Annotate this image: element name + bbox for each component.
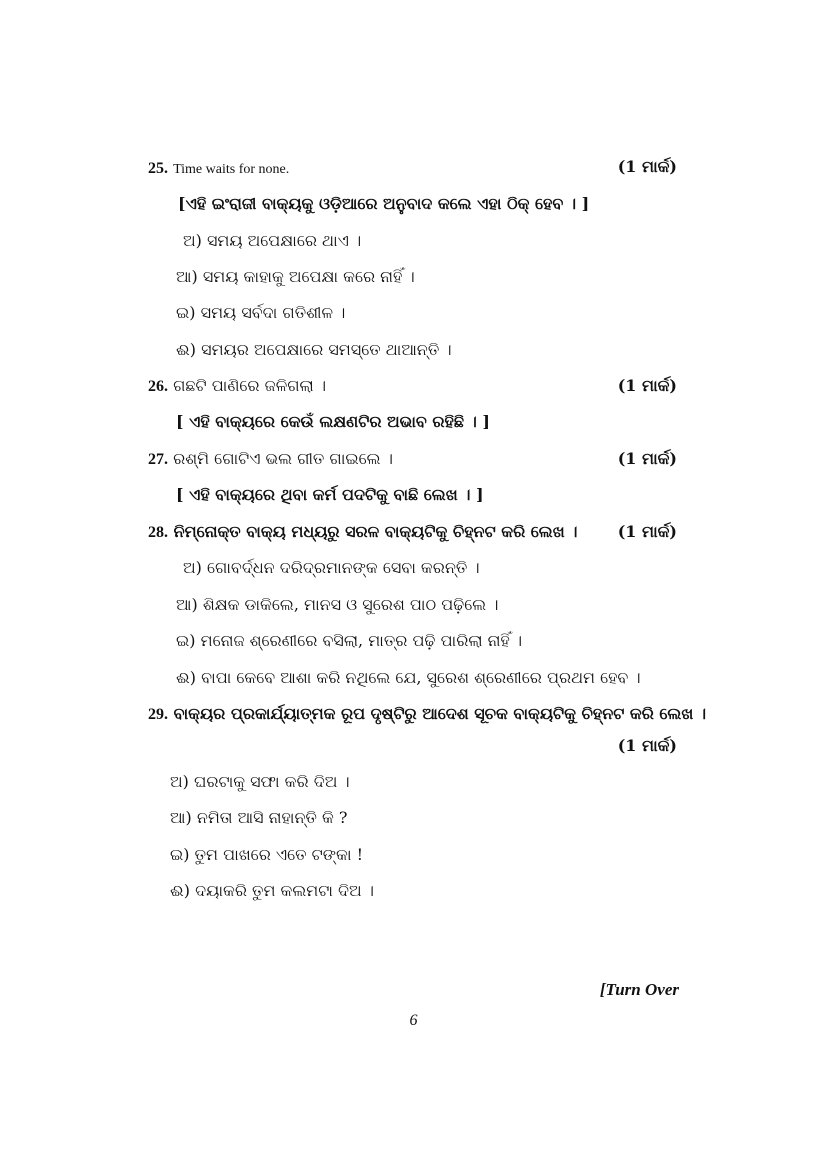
question-number: 25. — [148, 160, 168, 177]
question-text: ନିମ୍ନୋକ୍ତ ବାକ୍ୟ ମଧ୍ୟରୁ ସରଳ ବାକ୍ୟଟିକୁ ଚିହ୍ନଟ କରି ଲେଖ । — [173, 522, 578, 541]
option: ଇ) ତୁମ ପାଖରେ ଏତେ ଟଙ୍କା ! — [170, 845, 363, 864]
option: ଆ) ଶିକ୍ଷକ ଡାକିଲେ, ମାନସ ଓ ସୁରେଶ ପାଠ ପଢ଼ିଲେ । — [176, 595, 499, 614]
page-number: 6 — [409, 1012, 418, 1029]
question-number: 29. — [148, 706, 168, 723]
marks-label: (1 ମାର୍କ) — [617, 736, 677, 755]
turn-over-label: [Turn Over — [599, 980, 679, 999]
question-26 — [148, 376, 326, 397]
option: ଈ) ବାପା କେବେ ଆଶା କରି ନଥିଲେ ଯେ, ସୁରେଶ ଶ୍ରେଣୀରେ ପ୍ରଥମ ହେବ । — [176, 668, 641, 687]
option: ଇ) ମନୋଜ ଶ୍ରେଣୀରେ ବସିଲା, ମାତ୍ର ପଢ଼ି ପାରିଲା ନାହିଁ । — [176, 631, 523, 650]
marks-label: (1 ମାର୍କ) — [617, 376, 677, 395]
question-text: Time waits for none. — [173, 162, 290, 177]
question-28 — [148, 522, 577, 543]
option: ଅ) ଗୋବର୍ଦ୍ଧନ ଦରିଦ୍ରମାନଙ୍କ ସେବା କରନ୍ତି । — [183, 558, 480, 577]
question-number: 27. — [148, 451, 168, 468]
marks-label: (1 ମାର୍କ) — [617, 449, 677, 468]
marks-label: (1 ମାର୍କ) — [617, 522, 677, 541]
question-29 — [148, 704, 706, 725]
option: ଆ) ସମୟ କାହାକୁ ଅପେକ୍ଷା କରେ ନାହିଁ । — [176, 267, 415, 286]
marks-label: (1 ମାର୍କ) — [617, 157, 677, 176]
option: ଅ) ଘରଟାକୁ ସଫା କରି ଦିଅ । — [170, 772, 350, 791]
question-text: ବାକ୍ୟର ପ୍ରକାର୍ଯ୍ୟାତ୍ମକ ରୂପ ଦୃଷ୍ଟିରୁ ଆଦେଶ ସୂଚକ ବାକ୍ୟଟିକୁ ଚିହ୍ନଟ କରି ଲେଖ । — [173, 704, 707, 723]
option: ଈ) ସମୟର ଅପେକ୍ଷାରେ ସମସ୍ତେ ଥାଆନ୍ତି । — [176, 340, 452, 359]
instruction: [ଏହି ଇଂରାଜୀ ବାକ୍ୟକୁ ଓଡ଼ିଆରେ ଅନୁବାଦ କଲେ ଏହା ଠିକ୍ ହେବ । ] — [178, 194, 590, 213]
option: ଅ) ସମୟ ଅପେକ୍ଷାରେ ଥାଏ । — [183, 231, 362, 250]
question-text: ଗଛଟି ପାଣିରେ ଜଳିଗଲା । — [173, 376, 327, 395]
option: ଆ) ନମିତା ଆସି ନାହାନ୍ତି କି ? — [170, 808, 348, 827]
question-27 — [148, 449, 393, 470]
question-text: ରଶ୍ମି ଗୋଟିଏ ଭଲ ଗୀତ ଗାଇଲେ । — [173, 449, 393, 468]
question-25 — [148, 158, 289, 180]
question-number: 26. — [148, 378, 168, 395]
instruction: [ ଏହି ବାକ୍ୟରେ କେଉଁ ଲକ୍ଷଣଟିର ଅଭାବ ରହିଛି । ] — [176, 412, 490, 431]
option: ଈ) ଦୟାକରି ତୁମ କଲମଟା ଦିଅ । — [170, 881, 374, 900]
instruction: [ ଏହି ବାକ୍ୟରେ ଥିବା କର୍ମ ପଦଟିକୁ ବାଛି ଲେଖ । ] — [176, 485, 484, 504]
question-number: 28. — [148, 524, 168, 541]
option: ଇ) ସମୟ ସର୍ବଦା ଗତିଶୀଳ । — [176, 303, 346, 322]
